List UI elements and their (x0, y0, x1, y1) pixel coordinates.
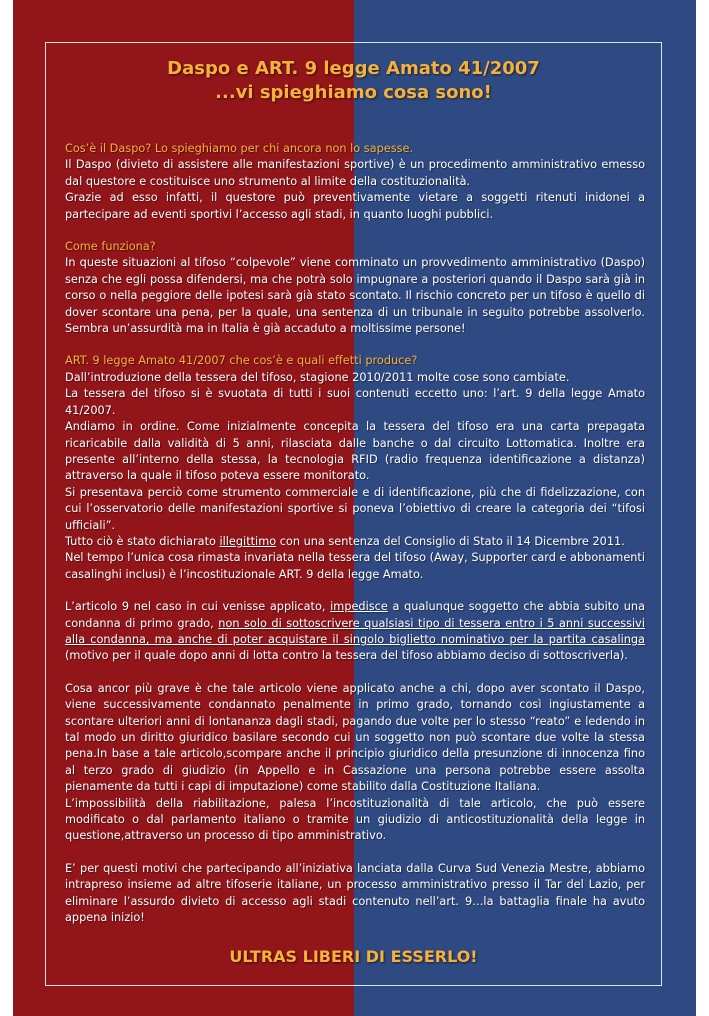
text-run: Tutto ciò è stato dichiarato (65, 534, 220, 548)
article-body (65, 141, 645, 926)
page-title (45, 57, 662, 105)
section-heading-art9: ART. 9 legge Amato 41/2007 che cos’è e quali effetti produce? (65, 354, 418, 368)
paragraph: Andiamo in ordine. Come inizialmente concepita la tessera del tifoso era una carta prepagata ricaricabile dalla validità di 5 anni, rilasciata dalle banche o dal circuito Lottomatica. Inoltre era presente all’interno della stessa, la tecnologia RFID (radio frequenza identificazione a distanza) attraverso la quale il tifoso poteva essere monitorato. (65, 420, 645, 483)
paragraph: Cosa ancor più grave è che tale articolo viene applicato anche a chi, dopo aver scontato il Daspo, viene successivamente condannato penalmente in primo grado, tornando così ingiustamente a scontare ulteriori anni di lontananza dagli stadi, pagando due volte per lo stesso “reato” e ledendo in tal modo un diritto giuridico basilare secondo cui un soggetto non può scontare due volte la stessa pena.In base a tale articolo,scompare anche il principio giuridico della presunzione di innocenza fino al terzo grado di giudizio (in Appello e in Cassazione una persona potrebbe essere assolta pienamente da tutti i capi di imputazione) come stabilito dalla Costituzione Italiana. (65, 681, 645, 794)
paragraph: E’ per questi motivi che partecipando all’iniziativa lanciata dalla Curva Sud Venezia Mestre, abbiamo intrapreso insieme ad altre tifoserie italiane, un processo amministrativo presso il Tar del Lazio, per eliminare l’assurdo divieto di accesso agli stadi contenuto nell’art. 9…la battaglia finale ha avuto appena inizio! (65, 861, 645, 925)
underlined-text: illegittimo (219, 534, 277, 548)
section-heading-how-it-works: Come funziona? (65, 240, 156, 254)
paragraph: Dall’introduzione della tessera del tifoso, stagione 2010/2011 molte cose sono cambiate. (65, 370, 570, 384)
underlined-text: non solo di sottoscrivere qualsiasi tipo di tessera entro i 5 anni successivi alla condanna, ma anche di poter acquistare il singolo biglietto nominativo per la partita casalinga (65, 616, 645, 646)
footer-slogan: ULTRAS LIBERI DI ESSERLO! (229, 947, 478, 966)
text-run: con una sentenza del Consiglio di Stato il 14 Dicembre 2011. (276, 534, 625, 548)
paragraph: Si presentava perciò come strumento commerciale e di identificazione, più che di fidelizzazione, con cui l’osservatorio delle manifestazioni sportive si poneva l’obiettivo di creare la categoria dei “tifosi ufficiali”. (65, 485, 645, 532)
paragraph: Il Daspo (divieto di assistere alle manifestazioni sportive) è un procedimento amministrativo emesso dal questore e costituisce uno strumento al limite della costituzionalità. (65, 158, 645, 188)
paragraph: Grazie ad esso infatti, il questore può preventivamente vietare a soggetti ritenuti inidonei a partecipare ad eventi sportivi l’accesso agli stadi, in quanto luoghi pubblici. (65, 191, 645, 221)
text-run: (motivo per il quale dopo anni di lotta contro la tessera del tifoso abbiamo deciso di sottoscriverla). (65, 649, 628, 663)
title-line-1: Daspo e ART. 9 legge Amato 41/2007 (167, 58, 540, 79)
paragraph: La tessera del tifoso si è svuotata di tutti i suoi contenuti eccetto uno: l’art. 9 della legge Amato 41/2007. (65, 387, 645, 417)
paragraph: L’impossibilità della riabilitazione, palesa l’incostituzionalità di tale articolo, che può essere modificato o dal parlamento italiano o tramite un giudizio di anticostituzionalità della legge in questione,attraverso un processo di tipo amministrativo. (65, 796, 645, 843)
text-run: a qualunque soggetto che abbia subito una condanna di primo grado, (65, 600, 646, 630)
paragraph: Nel tempo l’unica cosa rimasta invariata nella tessera del tifoso (Away, Supporter card e abbonamenti casalinghi inclusi) è l’incostituzionale ART. 9 della legge Amato. (65, 551, 645, 581)
section-heading-daspo: Cos’è il Daspo? Lo spieghiamo per chi ancora non lo sapesse. (65, 142, 414, 155)
text-run: L’articolo 9 nel caso in cui venisse applicato, (65, 600, 331, 614)
paragraph (65, 534, 645, 550)
paragraph: In queste situazioni al tifoso “colpevole” viene comminato un provvedimento amministrativo (Daspo) senza che egli possa difendersi, ma che potrà solo impugnare a posteriori quando il Daspo sarà già in corso o nella peggiore delle ipotesi sarà già stato scontato. Il rischio concreto per un tifoso è quello di dover scontare una pena, per la quale, una sentenza di un tribunale in seguito potrebbe assolverlo. Sembra un’assurdità ma in Italia è già accaduto a moltissime persone! (65, 256, 645, 336)
paragraph (65, 599, 645, 665)
title-line-2: ...vi spieghiamo cosa sono! (215, 82, 492, 103)
underlined-text: impedisce (330, 600, 388, 614)
